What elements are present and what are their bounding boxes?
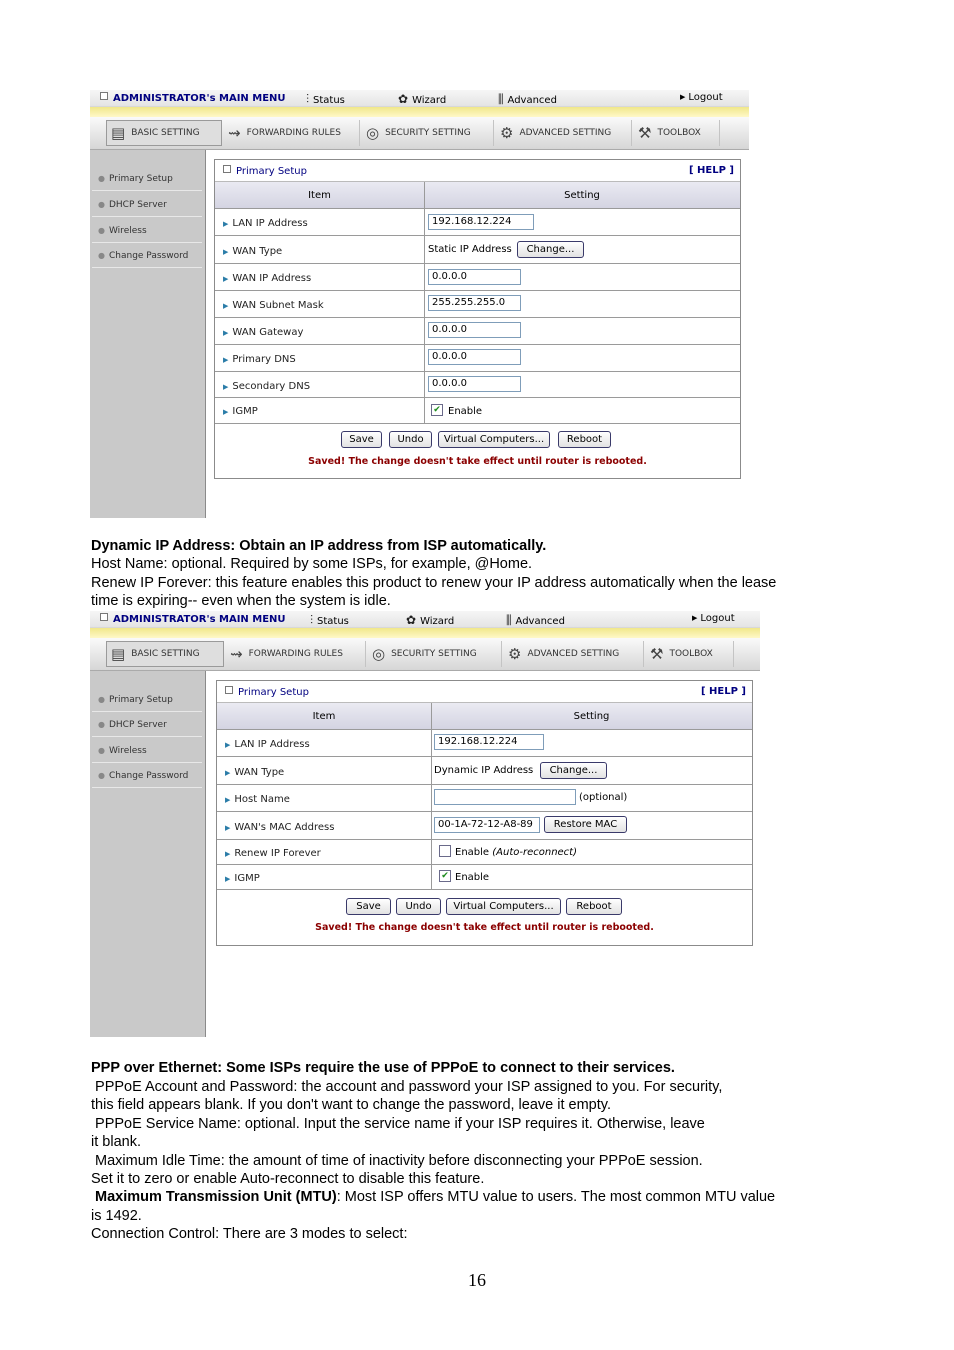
- paragraph-line: Renew IP Forever: this feature enables this product to renew your IP address automatically when the lease: [91, 575, 777, 591]
- tab-bar: [90, 117, 749, 150]
- arrow-right-icon: ▶: [223, 408, 229, 416]
- table-row: [217, 785, 752, 812]
- sidebar-item-dhcp-server[interactable]: ● DHCP Server: [92, 193, 202, 217]
- row-label: ▶ Secondary DNS: [223, 381, 311, 392]
- admin-menu-link[interactable]: ADMINISTRATOR's MAIN MENU: [100, 613, 286, 625]
- status-link[interactable]: ⫶ Status: [306, 92, 345, 106]
- arrow-right-icon: ▶: [223, 383, 229, 391]
- toolbox-icon: ⚒: [650, 645, 664, 663]
- status-icon: ⫶: [310, 613, 314, 627]
- arrow-right-icon: ▶: [223, 329, 229, 337]
- arrow-right-icon: ▶: [225, 796, 231, 804]
- row-label: ▶ WAN's MAC Address: [225, 822, 335, 833]
- tab-forwarding-rules[interactable]: ⇝ FORWARDING RULES: [226, 641, 366, 667]
- reboot-button[interactable]: Reboot: [566, 898, 622, 915]
- header-strip: [90, 628, 760, 638]
- arrow-right-icon: ▶: [223, 275, 229, 283]
- row-label: ▶ IGMP: [223, 406, 258, 417]
- column-divider: [431, 865, 432, 889]
- tab-toolbox[interactable]: ⚒ TOOLBOX: [634, 120, 720, 146]
- save-button[interactable]: Save: [346, 898, 391, 915]
- paragraph-line: Maximum Idle Time: the amount of time of inactivity before disconnecting your PPPoE session.: [91, 1153, 703, 1169]
- undo-button[interactable]: Undo: [396, 898, 441, 915]
- renew-ip-forever-checkbox[interactable]: [439, 845, 451, 857]
- change-wan-type-button[interactable]: Change...: [517, 241, 584, 258]
- table-row: [217, 730, 752, 757]
- column-divider: [431, 785, 432, 811]
- sidebar: [90, 150, 206, 518]
- sidebar-item-primary-setup[interactable]: ● Primary Setup: [92, 167, 202, 191]
- header-strip: [90, 107, 749, 117]
- main-menu-bar: [90, 611, 760, 628]
- primary-dns-input[interactable]: 0.0.0.0: [428, 349, 521, 365]
- row-label: ▶ WAN IP Address: [223, 273, 312, 284]
- wan-type-value: Static IP Address: [428, 244, 512, 255]
- secondary-dns-input[interactable]: 0.0.0.0: [428, 376, 521, 392]
- column-divider: [431, 730, 432, 756]
- table-header: [215, 182, 740, 209]
- bullet-icon: ●: [98, 251, 105, 260]
- renew-enable-label: Enable (Auto-reconnect): [455, 847, 578, 858]
- mtu-paragraph-line: Maximum Transmission Unit (MTU): Most ISP offers MTU value to users. The most common MTU value: [91, 1189, 776, 1205]
- forward-icon: ⇝: [228, 124, 241, 142]
- bullet-icon: ●: [98, 174, 105, 183]
- virtual-computers-button[interactable]: Virtual Computers...: [446, 898, 561, 915]
- restore-mac-button[interactable]: Restore MAC: [544, 816, 627, 833]
- row-label: ▶ Host Name: [225, 794, 290, 805]
- panel-square-icon: [223, 165, 231, 173]
- sidebar-item-change-password[interactable]: ● Change Password: [92, 244, 202, 268]
- status-link[interactable]: ⫶ Status: [310, 613, 349, 627]
- tab-advanced-setting[interactable]: ⚙ ADVANCED SETTING: [504, 641, 644, 667]
- logout-link[interactable]: ▶ Logout: [680, 92, 723, 103]
- table-row: [215, 345, 740, 372]
- table-row: [217, 865, 752, 890]
- column-divider: [431, 812, 432, 839]
- book-icon: ▤: [111, 645, 126, 663]
- checkmark-icon: ✔: [441, 871, 449, 881]
- row-label: ▶ WAN Type: [223, 246, 283, 257]
- wan-ip-input[interactable]: 0.0.0.0: [428, 269, 521, 285]
- column-divider: [424, 291, 425, 317]
- save-button[interactable]: Save: [341, 431, 382, 448]
- logout-link[interactable]: ▶ Logout: [692, 613, 735, 624]
- column-divider: [424, 182, 425, 208]
- arrow-right-icon: ▶: [223, 220, 229, 228]
- igmp-checkbox[interactable]: [439, 870, 451, 882]
- table-row: [215, 264, 740, 291]
- arrow-right-icon: ▶: [223, 356, 229, 364]
- panel-title: Primary Setup: [223, 165, 307, 177]
- lan-ip-input[interactable]: 192.168.12.224: [434, 734, 544, 750]
- advanced-icon: ⫼: [498, 92, 504, 106]
- row-label: ▶ Renew IP Forever: [225, 848, 321, 859]
- row-label: ▶ LAN IP Address: [223, 218, 308, 229]
- wan-subnet-mask-input[interactable]: 255.255.255.0: [428, 295, 521, 311]
- paragraph-line: time is expiring-- even when the system is idle.: [91, 593, 391, 609]
- table-row: [215, 318, 740, 345]
- row-label: ▶ IGMP: [225, 873, 260, 884]
- wizard-icon: ✿: [406, 613, 417, 627]
- sidebar-item-wireless[interactable]: ● Wireless: [92, 739, 202, 763]
- paragraph-line: PPPoE Account and Password: the account and password your ISP assigned to you. For security,: [91, 1079, 723, 1095]
- arrow-right-icon: ▶: [225, 824, 231, 832]
- reboot-button[interactable]: Reboot: [558, 431, 611, 448]
- table-row: [215, 398, 740, 424]
- panel-header: [215, 160, 740, 182]
- column-header-item: Item: [312, 711, 336, 722]
- menu-square-icon: [100, 613, 108, 621]
- column-divider: [431, 840, 432, 864]
- tab-security-setting[interactable]: ◎ SECURITY SETTING: [368, 641, 502, 667]
- host-name-input[interactable]: [434, 789, 576, 805]
- checkmark-icon: ✔: [433, 405, 441, 415]
- wan-gateway-input[interactable]: 0.0.0.0: [428, 322, 521, 338]
- forward-icon: ⇝: [230, 645, 243, 663]
- column-divider: [424, 264, 425, 290]
- optional-note: (optional): [579, 792, 628, 803]
- arrow-right-icon: ▶: [680, 93, 686, 101]
- arrow-right-icon: ▶: [225, 769, 231, 777]
- column-divider: [424, 398, 425, 423]
- row-label: ▶ WAN Type: [225, 767, 285, 778]
- security-icon: ◎: [366, 124, 380, 142]
- virtual-computers-button[interactable]: Virtual Computers...: [438, 431, 550, 448]
- panel-title: Primary Setup: [225, 686, 309, 698]
- arrow-right-icon: ▶: [223, 302, 229, 310]
- settings-icon: ⚙: [508, 645, 522, 663]
- igmp-checkbox[interactable]: [431, 404, 443, 416]
- admin-menu-link[interactable]: ADMINISTRATOR's MAIN MENU: [100, 92, 286, 104]
- table-row: [215, 209, 740, 236]
- paragraph-line: it blank.: [91, 1134, 141, 1150]
- wizard-link[interactable]: ✿ Wizard: [406, 613, 455, 627]
- sidebar-item-primary-setup[interactable]: ● Primary Setup: [92, 688, 202, 712]
- bullet-icon: ●: [98, 720, 105, 729]
- sidebar-item-wireless[interactable]: ● Wireless: [92, 219, 202, 243]
- sidebar: [90, 671, 206, 1037]
- saved-message: Saved! The change doesn't take effect until router is rebooted.: [315, 922, 654, 933]
- change-wan-type-button[interactable]: Change...: [540, 762, 607, 779]
- arrow-right-icon: ▶: [225, 850, 231, 858]
- column-header-setting: Setting: [564, 190, 600, 201]
- lan-ip-input[interactable]: 192.168.12.224: [428, 214, 534, 230]
- panel-header: [217, 681, 752, 703]
- arrow-right-icon: ▶: [225, 741, 231, 749]
- advanced-link[interactable]: ⫼ Advanced: [498, 92, 557, 106]
- wizard-icon: ✿: [398, 92, 409, 106]
- main-menu-bar: [90, 90, 749, 107]
- bullet-icon: ●: [98, 226, 105, 235]
- table-header: [217, 703, 752, 730]
- row-label: ▶ Primary DNS: [223, 354, 296, 365]
- row-label: ▶ WAN Subnet Mask: [223, 300, 324, 311]
- primary-setup-panel: [216, 680, 753, 946]
- bullet-icon: ●: [98, 746, 105, 755]
- advanced-link[interactable]: ⫼ Advanced: [506, 613, 565, 627]
- advanced-icon: ⫼: [506, 613, 512, 627]
- row-label: ▶ LAN IP Address: [225, 739, 310, 750]
- arrow-right-icon: ▶: [225, 875, 231, 883]
- tab-advanced-setting[interactable]: ⚙ ADVANCED SETTING: [496, 120, 632, 146]
- column-header-setting: Setting: [573, 711, 610, 722]
- arrow-right-icon: ▶: [692, 614, 698, 622]
- paragraph-line: PPPoE Service Name: optional. Input the service name if your ISP requires it. Otherwise, leave: [91, 1116, 705, 1132]
- igmp-enable-label: Enable: [448, 406, 483, 417]
- column-divider: [431, 757, 432, 784]
- wan-type-value: Dynamic IP Address: [434, 765, 534, 776]
- paragraph-line: is 1492.: [91, 1208, 142, 1224]
- row-label: ▶ WAN Gateway: [223, 327, 304, 338]
- column-divider: [424, 372, 425, 397]
- table-row: [215, 291, 740, 318]
- bullet-icon: ●: [98, 695, 105, 704]
- router-screenshot-dynamic: [90, 611, 760, 1037]
- toolbox-icon: ⚒: [638, 124, 652, 142]
- table-row: [215, 372, 740, 398]
- tab-security-setting[interactable]: ◎ SECURITY SETTING: [362, 120, 494, 146]
- help-link[interactable]: [ HELP ]: [688, 165, 734, 176]
- wizard-link[interactable]: ✿ Wizard: [398, 92, 447, 106]
- column-divider: [424, 209, 425, 235]
- paragraph-line: Set it to zero or enable Auto-reconnect to disable this feature.: [91, 1171, 485, 1187]
- settings-icon: ⚙: [500, 124, 514, 142]
- security-icon: ◎: [372, 645, 386, 663]
- sidebar-item-change-password[interactable]: ● Change Password: [92, 764, 202, 788]
- primary-setup-panel: [214, 159, 741, 479]
- column-divider: [424, 318, 425, 344]
- table-row: [215, 236, 740, 264]
- undo-button[interactable]: Undo: [389, 431, 432, 448]
- menu-square-icon: [100, 92, 108, 100]
- help-link[interactable]: [ HELP ]: [700, 686, 746, 697]
- column-divider: [431, 703, 432, 729]
- saved-message: Saved! The change doesn't take effect until router is rebooted.: [308, 456, 647, 467]
- tab-toolbox[interactable]: ⚒ TOOLBOX: [646, 641, 734, 667]
- tab-bar: [90, 638, 760, 671]
- tab-basic-setting[interactable]: ▤ BASIC SETTING: [106, 641, 224, 667]
- bullet-icon: ●: [98, 200, 105, 209]
- table-row: [217, 840, 752, 865]
- igmp-enable-label: Enable: [455, 872, 490, 883]
- wan-mac-address-input[interactable]: 00-1A-72-12-A8-89: [434, 817, 540, 833]
- pppoe-heading: PPP over Ethernet: Some ISPs require the use of PPPoE to connect to their services.: [91, 1060, 675, 1076]
- paragraph-line: Host Name: optional. Required by some ISPs, for example, @Home.: [91, 556, 533, 572]
- column-divider: [424, 345, 425, 371]
- paragraph-line: Connection Control: There are 3 modes to select:: [91, 1226, 408, 1242]
- sidebar-item-dhcp-server[interactable]: ● DHCP Server: [92, 713, 202, 737]
- column-divider: [424, 236, 425, 263]
- tab-forwarding-rules[interactable]: ⇝ FORWARDING RULES: [224, 120, 360, 146]
- table-row: [217, 812, 752, 840]
- panel-square-icon: [225, 686, 233, 694]
- paragraph-line: this field appears blank. If you don't want to change the password, leave it empty.: [91, 1097, 611, 1113]
- tab-basic-setting[interactable]: ▤ BASIC SETTING: [106, 120, 222, 146]
- book-icon: ▤: [111, 124, 126, 142]
- page-number: 16: [468, 1270, 486, 1290]
- arrow-right-icon: ▶: [223, 248, 229, 256]
- table-row: [217, 757, 752, 785]
- status-icon: ⫶: [306, 92, 310, 106]
- router-screenshot-static: [90, 90, 749, 518]
- dynamic-ip-heading: Dynamic IP Address: Obtain an IP address from ISP automatically.: [91, 538, 547, 554]
- column-header-item: Item: [308, 190, 331, 201]
- bullet-icon: ●: [98, 771, 105, 780]
